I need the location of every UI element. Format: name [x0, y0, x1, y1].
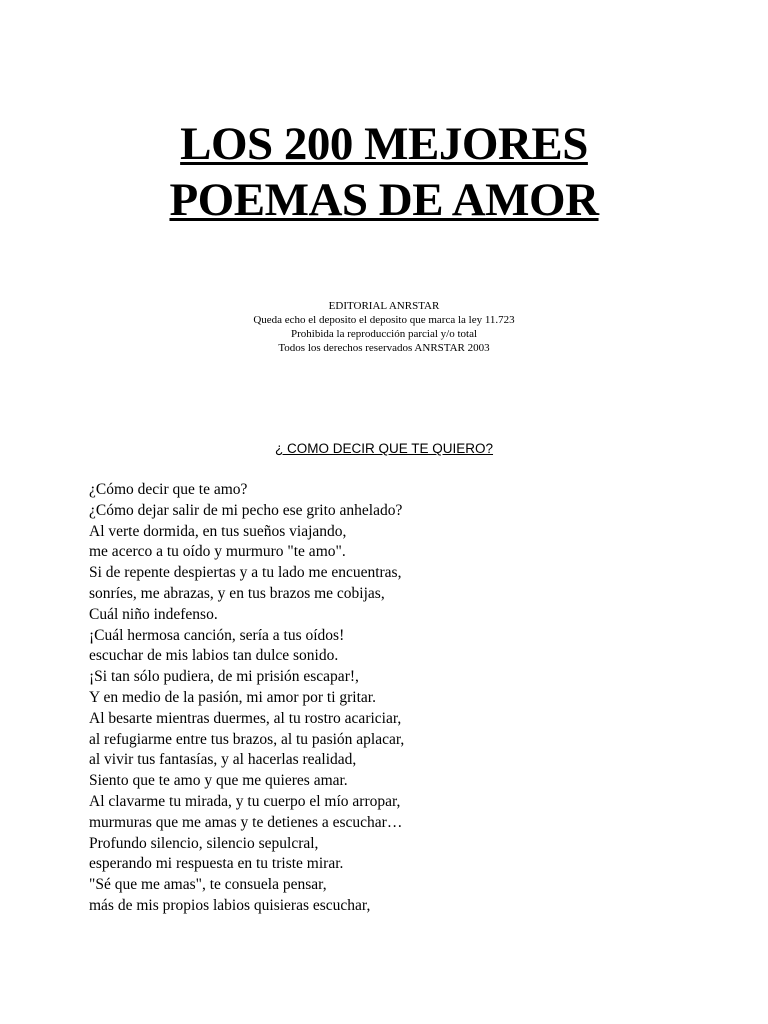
poem-line: Cuál niño indefenso.: [89, 605, 218, 623]
poem-line: "Sé que me amas", te consuela pensar,: [89, 876, 327, 894]
poem-line: Si de repente despiertas y a tu lado me encuentras,: [89, 564, 402, 582]
poem-line: ¿Cómo dejar salir de mi pecho ese grito anhelado?: [89, 501, 403, 519]
publisher-credits: [0, 299, 768, 355]
publisher-name: EDITORIAL ANRSTAR: [328, 300, 440, 312]
poem-line: sonríes, me abrazas, y en tus brazos me cobijas,: [89, 584, 385, 602]
legal-deposit-notice: Queda echo el deposito el deposito que marca la ley 11.723: [253, 314, 515, 326]
poem-line: al vivir tus fantasías, y al hacerlas realidad,: [89, 751, 357, 769]
poem-line: Al besarte mientras duermes, al tu rostro acariciar,: [89, 709, 402, 727]
poem-line: Y en medio de la pasión, mi amor por ti gritar.: [89, 688, 376, 706]
poem-line: escuchar de mis labios tan dulce sonido.: [89, 647, 339, 665]
poem-line: me acerco a tu oído y murmuro "te amo".: [89, 543, 346, 561]
poem-line: Al clavarme tu mirada, y tu cuerpo el mío arropar,: [89, 792, 401, 810]
poem-line: murmuras que me amas y te detienes a escuchar…: [89, 813, 403, 831]
poem-line: ¿Cómo decir que te amo?: [89, 481, 248, 498]
poem-line: Profundo silencio, silencio sepulcral,: [89, 834, 319, 852]
poem-line: al refugiarme entre tus brazos, al tu pasión aplacar,: [89, 730, 405, 748]
document-title: [0, 116, 768, 228]
poem-body: [89, 480, 689, 917]
poem-line: Al verte dormida, en tus sueños viajando,: [89, 522, 347, 540]
poem-line: ¡Cuál hermosa canción, sería a tus oídos!: [89, 626, 345, 644]
title-line-2: POEMAS DE AMOR: [169, 174, 599, 226]
title-line-1: LOS 200 MEJORES: [180, 118, 588, 170]
copyright-notice: Todos los derechos reservados ANRSTAR 2003: [278, 342, 490, 354]
poem-line: esperando mi respuesta en tu triste mirar.: [89, 855, 344, 873]
poem-line: Siento que te amo y que me quieres amar.: [89, 772, 348, 790]
poem-title: ¿ COMO DECIR QUE TE QUIERO?: [274, 441, 494, 456]
poem-line: más de mis propios labios quisieras escuchar,: [89, 896, 371, 914]
poem-line: ¡Si tan sólo pudiera, de mi prisión escapar!,: [89, 668, 359, 686]
reproduction-notice: Prohibida la reproducción parcial y/o total: [290, 328, 478, 340]
